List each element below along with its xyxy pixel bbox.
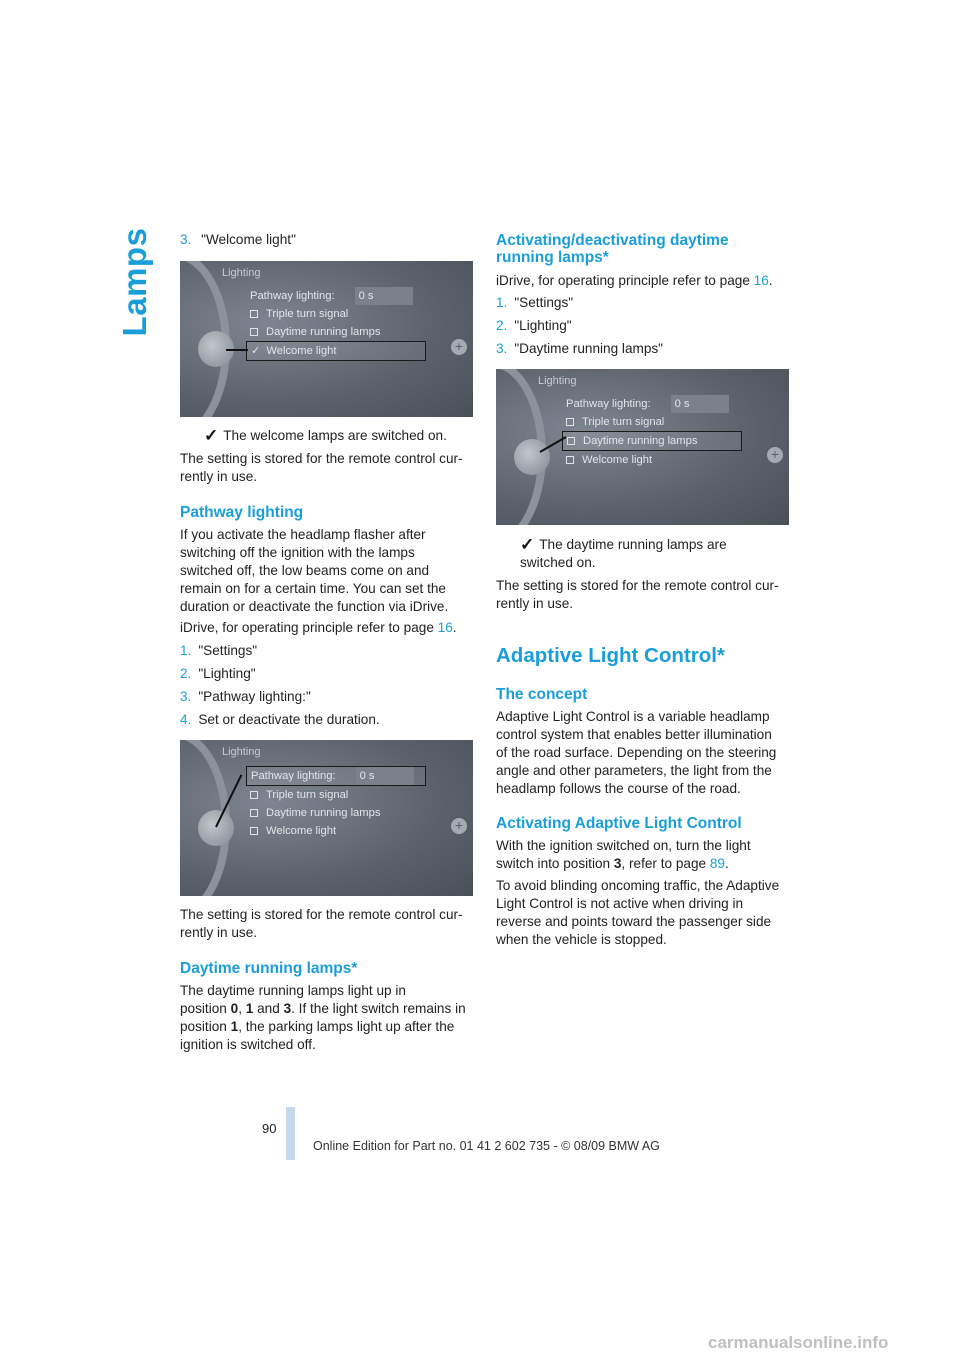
- footer-text: Online Edition for Part no. 01 41 2 602 735 - © 08/09 BMW AG: [313, 1139, 660, 1153]
- menu-item-welcome: ✓ Welcome light: [246, 341, 426, 361]
- checkbox-icon: [566, 418, 574, 426]
- section-side-title: Lamps: [116, 227, 153, 337]
- menu-item-daytime: Daytime running lamps: [246, 323, 426, 341]
- screen-header: Lighting: [222, 267, 261, 279]
- controller-knob-icon: [514, 439, 550, 475]
- heading-concept: The concept: [496, 686, 588, 703]
- menu-item-triple: Triple turn signal: [562, 413, 742, 431]
- concept-paragraph: Adaptive Light Control is a variable headlamp control system that enables better illumination of the road surface. Depending on the steering angle and other parameters, the light from the headlamp follows the course of the road.: [496, 709, 777, 796]
- checkbox-icon: [250, 827, 258, 835]
- page-link[interactable]: 89: [709, 856, 725, 871]
- checkbox-icon: [567, 437, 575, 445]
- screen-header: Lighting: [222, 746, 261, 758]
- step-3-welcome: 3. "Welcome light": [180, 232, 296, 247]
- avoid-paragraph: To avoid blinding oncoming traffic, the Adaptive Light Control is not active when driving in reverse and points toward the passenger side when the vehicle is stopped.: [496, 878, 780, 947]
- heading-adaptive-light-control: Adaptive Light Control*: [496, 644, 725, 667]
- step-3: 3. "Pathway lighting:": [180, 689, 311, 704]
- screenshot-daytime-lamps: [496, 369, 789, 525]
- footer-bar: [286, 1107, 295, 1160]
- screenshot-welcome-light: [180, 261, 473, 417]
- idrive-ref-right: iDrive, for operating principle refer to page 16.: [496, 273, 773, 288]
- checkbox-icon: [250, 310, 258, 318]
- heading-activating-alc: Activating Adaptive Light Control: [496, 815, 742, 832]
- pathway-paragraph: If you activate the headlamp flasher after switching off the ignition with the lamps switched off, the low beams come on and remain on for a certain time. You can set the duration or deactivate the function via iDrive.: [180, 527, 449, 614]
- right-step-1: 1. "Settings": [496, 295, 574, 310]
- pointer-line: [226, 349, 248, 351]
- heading-activating-daytime: Activating/deactivating daytime running lamps*: [496, 232, 729, 266]
- watermark: carmanualsonline.info: [708, 1333, 889, 1352]
- heading-pathway: Pathway lighting: [180, 504, 304, 521]
- menu-item-pathway: Pathway lighting: 0 s: [246, 287, 426, 305]
- step-4: 4. Set or deactivate the duration.: [180, 712, 380, 727]
- menu-item-welcome: Welcome light: [562, 451, 742, 469]
- checkmark-icon: ✓: [204, 426, 219, 445]
- plus-icon: +: [451, 818, 467, 834]
- controller-knob-icon: [198, 810, 234, 846]
- heading-daytime: Daytime running lamps*: [180, 960, 358, 977]
- page-link[interactable]: 16: [437, 620, 453, 635]
- idrive-ref-left: iDrive, for operating principle refer to page 16.: [180, 620, 457, 635]
- menu-item-welcome: Welcome light: [246, 822, 426, 840]
- step-1: 1. "Settings": [180, 643, 258, 658]
- plus-icon: +: [767, 447, 783, 463]
- checkmark-icon: ✓: [520, 535, 535, 554]
- daytime-paragraph: The daytime running lamps light up in position 0, 1 and 3. If the light switch remains in position 1, the parking lamps light up after the ignition is switched off.: [180, 983, 466, 1052]
- menu-item-triple: Triple turn signal: [246, 786, 426, 804]
- menu-item-daytime: Daytime running lamps: [562, 431, 742, 451]
- right-step-3: 3. "Daytime running lamps": [496, 341, 664, 356]
- screenshot-pathway-lighting: [180, 740, 473, 896]
- screen-header: Lighting: [538, 375, 577, 387]
- checkbox-icon: [566, 456, 574, 464]
- page-number: 90: [262, 1121, 277, 1136]
- checkbox-icon: [250, 809, 258, 817]
- checkbox-icon: [250, 791, 258, 799]
- daytime-note: ✓ The daytime running lamps are switched on.: [520, 535, 727, 570]
- stored-note-3: The setting is stored for the remote control cur- rently in use.: [496, 578, 779, 611]
- activating-paragraph: With the ignition switched on, turn the light switch into position 3, refer to page 89.: [496, 838, 751, 871]
- right-step-2: 2. "Lighting": [496, 318, 572, 333]
- checkmark-icon: ✓: [251, 345, 261, 357]
- stored-note-2: The setting is stored for the remote control cur- rently in use.: [180, 907, 463, 940]
- plus-icon: +: [451, 339, 467, 355]
- page-link[interactable]: 16: [753, 273, 769, 288]
- menu-item-triple: Triple turn signal: [246, 305, 426, 323]
- menu-item-pathway: Pathway lighting: 0 s: [246, 766, 426, 786]
- checkbox-icon: [250, 328, 258, 336]
- menu-item-pathway: Pathway lighting: 0 s: [562, 395, 742, 413]
- welcome-note: ✓ The welcome lamps are switched on.: [204, 426, 447, 445]
- stored-note-1: The setting is stored for the remote control cur- rently in use.: [180, 451, 463, 484]
- step-2: 2. "Lighting": [180, 666, 256, 681]
- menu-item-daytime: Daytime running lamps: [246, 804, 426, 822]
